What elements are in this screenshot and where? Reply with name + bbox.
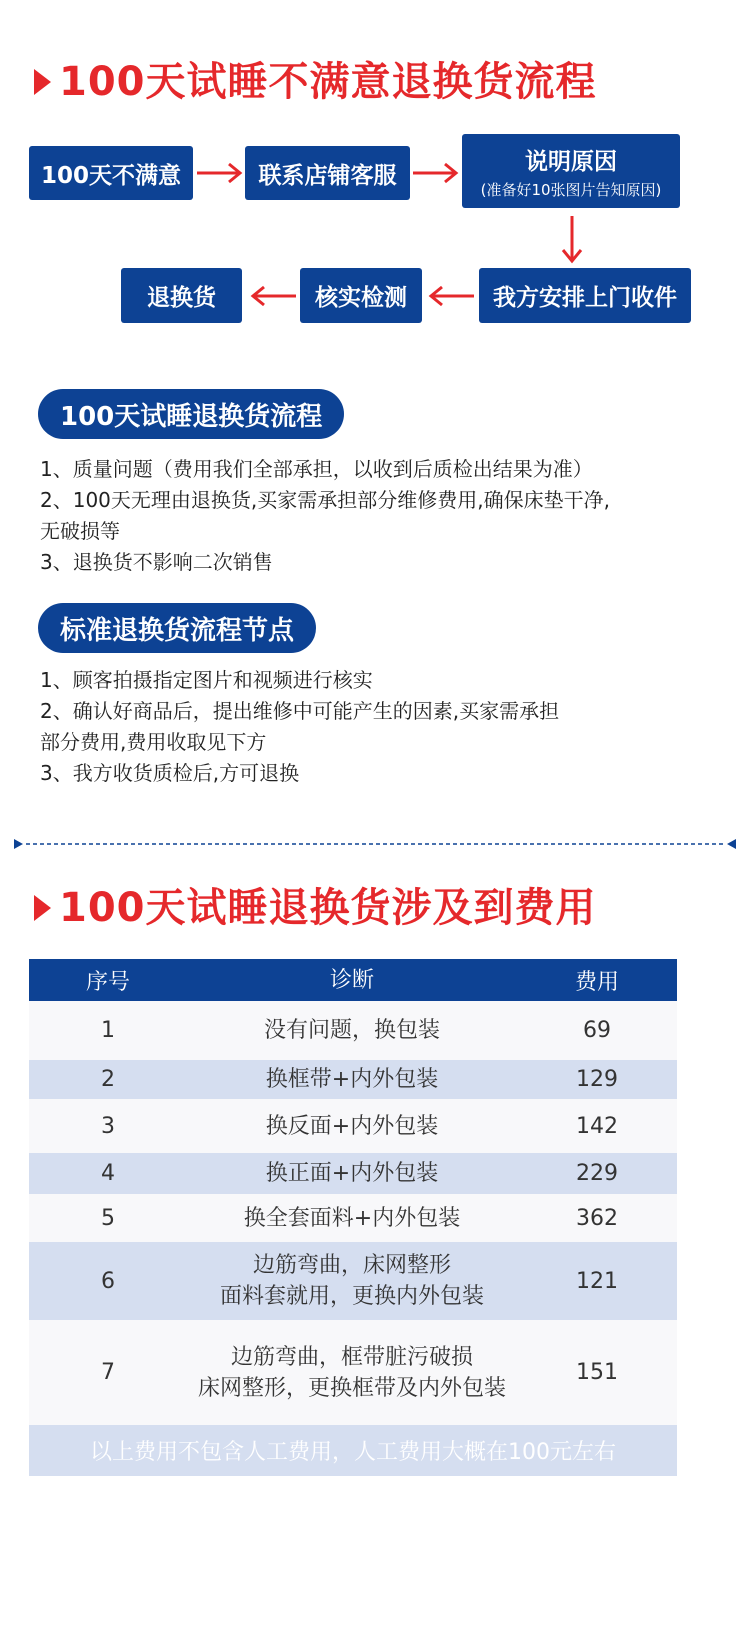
table-row [29,1001,677,1060]
cell-fee: 129 [576,1067,618,1092]
trial-process-text [40,454,610,578]
red-triangle-icon [34,69,51,95]
pill-title-text: 100天试睡退换货流程 [60,401,323,432]
cell-no: 5 [101,1205,115,1231]
header-fee: 费用 [574,969,619,995]
cell-diagnosis: 换全套面料+内外包装 [243,1205,461,1231]
cell-no: 1 [101,1018,115,1043]
table-row [29,1060,677,1099]
table-header [29,959,677,1001]
arrow-down-icon [561,216,583,264]
cell-diagnosis [187,1342,517,1404]
table-row [29,1099,677,1153]
flow-step-unsatisfied [29,146,193,200]
table-row [29,1194,677,1242]
flow-step-inspection [300,268,422,323]
text-line: 1、顾客拍摄指定图片和视频进行核实 [40,668,373,692]
cell-no: 3 [101,1113,115,1139]
arrow-right-icon [197,162,243,184]
flow-step-note: (准备好10张图片告知原因) [480,180,662,199]
section-title-flow [34,59,597,105]
diagnosis-line: 边筋弯曲，框带脏污破损 [230,1344,473,1370]
flow-step-label: 退换货 [147,285,216,311]
standard-nodes-text [40,665,559,789]
cell-diagnosis: 换反面+内外包装 [265,1113,439,1139]
cell-fee: 69 [583,1018,611,1043]
cell-diagnosis: 换框带+内外包装 [265,1067,439,1092]
cell-diagnosis [187,1250,517,1312]
arrow-left-icon [250,285,296,307]
text-line: 2、100天无理由退换货,买家需承担部分维修费用,确保床垫干净, [40,488,610,512]
table-footer-note [29,1425,677,1476]
text-line: 1、质量问题（费用我们全部承担，以收到后质检出结果为准） [40,457,593,481]
pill-title-trial-process [38,389,344,439]
diagnosis-line: 床网整形，更换框带及内外包装 [197,1375,506,1401]
diagnosis-line: 边筋弯曲，床网整形 [252,1253,451,1278]
diagnosis-line: 面料套就用，更换内外包装 [219,1284,484,1309]
table-row [29,1153,677,1194]
flow-step-label: 我方安排上门收件 [493,285,677,311]
arrow-left-icon [428,285,474,307]
cell-fee: 142 [576,1113,618,1139]
text-line: 无破损等 [40,519,120,543]
flow-step-label: 100天不满意 [40,162,181,189]
flow-step-return-exchange [121,268,242,323]
cell-no: 4 [101,1161,115,1186]
text-line: 部分费用,费用收取见下方 [40,730,267,754]
cell-no: 7 [101,1360,115,1385]
section-title-text: 100天试睡不满意退换货流程 [59,59,597,105]
pill-title-standard-nodes [38,603,316,653]
text-line: 3、退换货不影响二次销售 [40,550,273,574]
cell-no: 6 [101,1268,115,1294]
cell-diagnosis: 没有问题，换包装 [263,1018,440,1043]
dashed-divider [14,838,736,850]
header-no: 序号 [85,969,130,995]
fee-table [29,959,677,1476]
red-triangle-icon [34,895,51,921]
cell-no: 2 [101,1067,115,1092]
flow-step-pickup [479,268,691,323]
cell-fee: 151 [576,1360,618,1385]
text-line: 3、我方收货质检后,方可退换 [40,761,300,785]
text-line: 2、确认好商品后，提出维修中可能产生的因素,买家需承担 [40,699,560,723]
cell-fee: 229 [576,1161,618,1186]
section-title-text: 100天试睡退换货涉及到费用 [59,885,597,931]
cell-fee: 362 [576,1205,618,1231]
flow-step-label: 核实检测 [315,285,407,311]
flow-step-explain-reason [462,134,680,208]
header-diagnosis: 诊断 [329,967,374,993]
flow-step-label: 联系店铺客服 [258,162,397,189]
table-row [29,1320,677,1425]
arrow-right-icon [413,162,459,184]
cell-diagnosis: 换正面+内外包装 [265,1161,439,1186]
footer-note-text: 以上费用不包含人工费用，人工费用大概在100元左右 [90,1440,616,1465]
section-title-fees [34,885,597,931]
flow-step-contact-service [245,146,410,200]
table-row [29,1242,677,1320]
cell-fee: 121 [576,1268,618,1294]
pill-title-text: 标准退换货流程节点 [60,615,295,646]
flow-step-label: 说明原因 [525,148,617,175]
